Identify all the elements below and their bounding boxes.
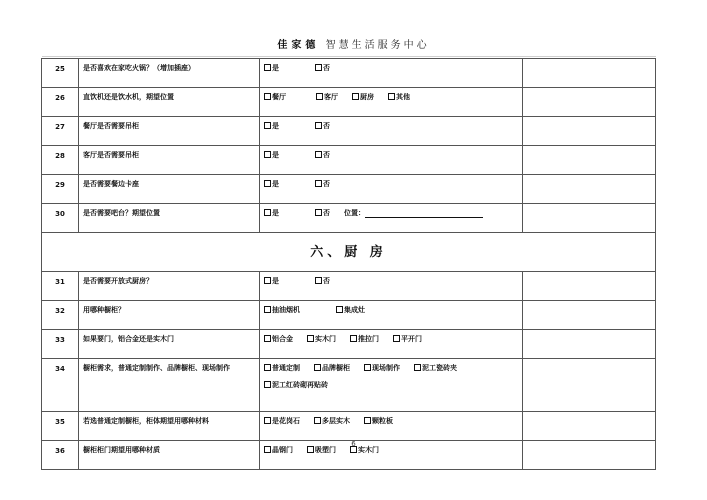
question-number: 34 [42, 359, 79, 412]
checkbox-option[interactable] [316, 93, 338, 102]
checkbox-icon[interactable] [316, 93, 323, 100]
notes-cell[interactable] [523, 301, 656, 330]
checkbox-label: 是 [272, 151, 279, 159]
checkbox-icon[interactable] [264, 417, 271, 424]
checkbox-option[interactable] [336, 306, 365, 315]
table-row [42, 301, 656, 330]
checkbox-icon[interactable] [315, 209, 322, 216]
checkbox-icon[interactable] [314, 364, 321, 371]
checkbox-option[interactable] [315, 122, 330, 131]
question-text: 是否需要开放式厨房？ [79, 272, 260, 301]
notes-cell[interactable] [523, 272, 656, 301]
checkbox-label: 其他 [396, 93, 410, 101]
checkbox-icon[interactable] [264, 180, 271, 187]
checkbox-label: 是 [272, 180, 279, 188]
table-row [42, 359, 656, 412]
checkbox-option[interactable] [315, 277, 330, 286]
section-title: 六、厨 房 [42, 233, 656, 272]
checkbox-label: 多层实木 [322, 417, 350, 425]
checkbox-icon[interactable] [352, 93, 359, 100]
checkbox-icon[interactable] [315, 180, 322, 187]
question-text: 客厅是否需要吊柜 [79, 146, 260, 175]
question-number: 33 [42, 330, 79, 359]
checkbox-label: 吸塑门 [315, 446, 336, 454]
checkbox-label: 否 [323, 209, 330, 217]
checkbox-label: 客厅 [324, 93, 338, 101]
checkbox-label: 颗粒板 [372, 417, 393, 425]
answer-options [260, 272, 523, 301]
checkbox-icon[interactable] [315, 277, 322, 284]
checkbox-icon[interactable] [364, 364, 371, 371]
checkbox-option[interactable] [393, 335, 422, 344]
checkbox-option[interactable] [264, 151, 279, 160]
checkbox-icon[interactable] [315, 64, 322, 71]
question-text: 餐厅是否需要吊柜 [79, 117, 260, 146]
question-text: 用哪种橱柜？ [79, 301, 260, 330]
checkbox-option[interactable] [352, 93, 374, 102]
checkbox-option[interactable] [264, 381, 328, 390]
checkbox-icon[interactable] [315, 122, 322, 129]
checkbox-icon[interactable] [264, 64, 271, 71]
checkbox-icon[interactable] [264, 93, 271, 100]
checkbox-label: 餐厅 [272, 93, 286, 101]
checkbox-option[interactable] [264, 209, 279, 218]
checkbox-label: 否 [323, 180, 330, 188]
question-text: 橱柜柜门期望用哪种材质 [79, 441, 260, 470]
checkbox-icon[interactable] [307, 335, 314, 342]
checkbox-label: 是 [272, 277, 279, 285]
notes-cell[interactable] [523, 117, 656, 146]
checkbox-label: 是 [272, 122, 279, 130]
checkbox-icon[interactable] [264, 151, 271, 158]
checkbox-icon[interactable] [264, 306, 271, 313]
checkbox-label: 现场制作 [372, 364, 400, 372]
checkbox-icon[interactable] [414, 364, 421, 371]
question-text: 是否喜欢在家吃火锅？（增加插座） [79, 59, 260, 88]
question-number: 36 [42, 441, 79, 470]
checkbox-icon[interactable] [264, 364, 271, 371]
checkbox-option[interactable] [264, 335, 293, 344]
checkbox-option[interactable] [314, 364, 350, 373]
checkbox-label: 是 [272, 209, 279, 217]
checkbox-option[interactable] [350, 335, 379, 344]
notes-cell[interactable] [523, 204, 656, 233]
checkbox-label: 否 [323, 64, 330, 72]
answer-options [260, 204, 523, 233]
checkbox-label: 铝合金 [272, 335, 293, 343]
checkbox-label: 否 [323, 122, 330, 130]
checkbox-option[interactable] [264, 122, 279, 131]
position-label: 位置： [344, 209, 365, 217]
checkbox-option[interactable] [264, 64, 279, 73]
checkbox-option[interactable] [264, 277, 279, 286]
checkbox-label: 晶钢门 [272, 446, 293, 454]
table-row [42, 412, 656, 441]
survey-table [41, 58, 656, 470]
question-text: 如果要门，铝合金还是实木门 [79, 330, 260, 359]
checkbox-option[interactable] [414, 364, 457, 373]
checkbox-label: 厨房 [360, 93, 374, 101]
answer-options [260, 175, 523, 204]
answer-options [260, 88, 523, 117]
answer-options [260, 359, 523, 412]
checkbox-icon[interactable] [315, 151, 322, 158]
checkbox-label: 否 [323, 151, 330, 159]
question-number: 29 [42, 175, 79, 204]
notes-cell[interactable] [523, 59, 656, 88]
checkbox-option[interactable] [315, 151, 330, 160]
notes-cell[interactable] [523, 146, 656, 175]
notes-cell[interactable] [523, 175, 656, 204]
checkbox-icon[interactable] [350, 335, 357, 342]
checkbox-label: 否 [323, 277, 330, 285]
checkbox-icon[interactable] [336, 306, 343, 313]
table-row [42, 59, 656, 88]
checkbox-option[interactable] [264, 180, 279, 189]
page-header [0, 36, 707, 51]
table-row [42, 204, 656, 233]
question-number: 32 [42, 301, 79, 330]
checkbox-label: 品牌橱柜 [322, 364, 350, 372]
answer-options [260, 146, 523, 175]
checkbox-icon[interactable] [393, 335, 400, 342]
answer-options [260, 301, 523, 330]
question-number: 27 [42, 117, 79, 146]
brand-name: 佳家德 [277, 40, 320, 51]
checkbox-icon[interactable] [364, 417, 371, 424]
checkbox-icon[interactable] [264, 122, 271, 129]
checkbox-label: 普通定制 [272, 364, 300, 372]
table-row [42, 330, 656, 359]
question-text: 是否需要吧台？期望位置 [79, 204, 260, 233]
question-number: 26 [42, 88, 79, 117]
checkbox-option[interactable] [307, 335, 336, 344]
question-text: 若选普通定制橱柜，柜体期望用哪种材料 [79, 412, 260, 441]
checkbox-option[interactable] [264, 306, 300, 315]
checkbox-option[interactable] [388, 93, 410, 102]
checkbox-label: 泥工瓷砖夹 [422, 364, 457, 372]
checkbox-label: 抽油烟机 [272, 306, 300, 314]
checkbox-option[interactable] [364, 364, 400, 373]
notes-cell[interactable] [523, 330, 656, 359]
table-row [42, 117, 656, 146]
checkbox-label: 平开门 [401, 335, 422, 343]
question-number: 28 [42, 146, 79, 175]
table-row [42, 88, 656, 117]
table-row [42, 175, 656, 204]
question-text: 是否需要餐边卡座 [79, 175, 260, 204]
answer-options [260, 59, 523, 88]
checkbox-label: 实木门 [315, 335, 336, 343]
notes-cell[interactable] [523, 88, 656, 117]
checkbox-label: 泥工红砖砌再贴砖 [272, 381, 328, 389]
question-number: 31 [42, 272, 79, 301]
answer-options [260, 117, 523, 146]
question-text: 橱柜需求，普通定制制作、品牌橱柜、现场制作 [79, 359, 260, 412]
checkbox-option[interactable] [264, 417, 300, 426]
notes-cell[interactable] [523, 412, 656, 441]
position-input[interactable] [365, 210, 483, 218]
question-number: 35 [42, 412, 79, 441]
question-number: 25 [42, 59, 79, 88]
checkbox-option[interactable] [315, 180, 330, 189]
checkbox-option[interactable] [315, 209, 330, 218]
checkbox-icon[interactable] [264, 381, 271, 388]
checkbox-option[interactable] [315, 64, 330, 73]
checkbox-option[interactable] [264, 93, 286, 102]
header-subtitle: 智慧生活服务中心 [325, 40, 430, 51]
checkbox-icon[interactable] [314, 417, 321, 424]
table-row [42, 272, 656, 301]
section-header-row [42, 233, 656, 272]
checkbox-label: 是 [272, 64, 279, 72]
question-text: 直饮机还是饮水机，期望位置 [79, 88, 260, 117]
question-number: 30 [42, 204, 79, 233]
header-divider [42, 56, 656, 57]
checkbox-icon[interactable] [264, 335, 271, 342]
answer-options [260, 330, 523, 359]
checkbox-option[interactable] [264, 364, 300, 373]
answer-options [260, 412, 523, 441]
page-number: 6 [351, 440, 356, 448]
checkbox-label: 是花岗石 [272, 417, 300, 425]
checkbox-icon[interactable] [264, 209, 271, 216]
table-row [42, 146, 656, 175]
checkbox-option[interactable] [364, 417, 393, 426]
checkbox-icon[interactable] [388, 93, 395, 100]
checkbox-label: 实木门 [358, 446, 379, 454]
checkbox-label: 集成灶 [344, 306, 365, 314]
notes-cell[interactable] [523, 359, 656, 412]
checkbox-label: 推拉门 [358, 335, 379, 343]
checkbox-option[interactable] [314, 417, 350, 426]
checkbox-icon[interactable] [264, 277, 271, 284]
